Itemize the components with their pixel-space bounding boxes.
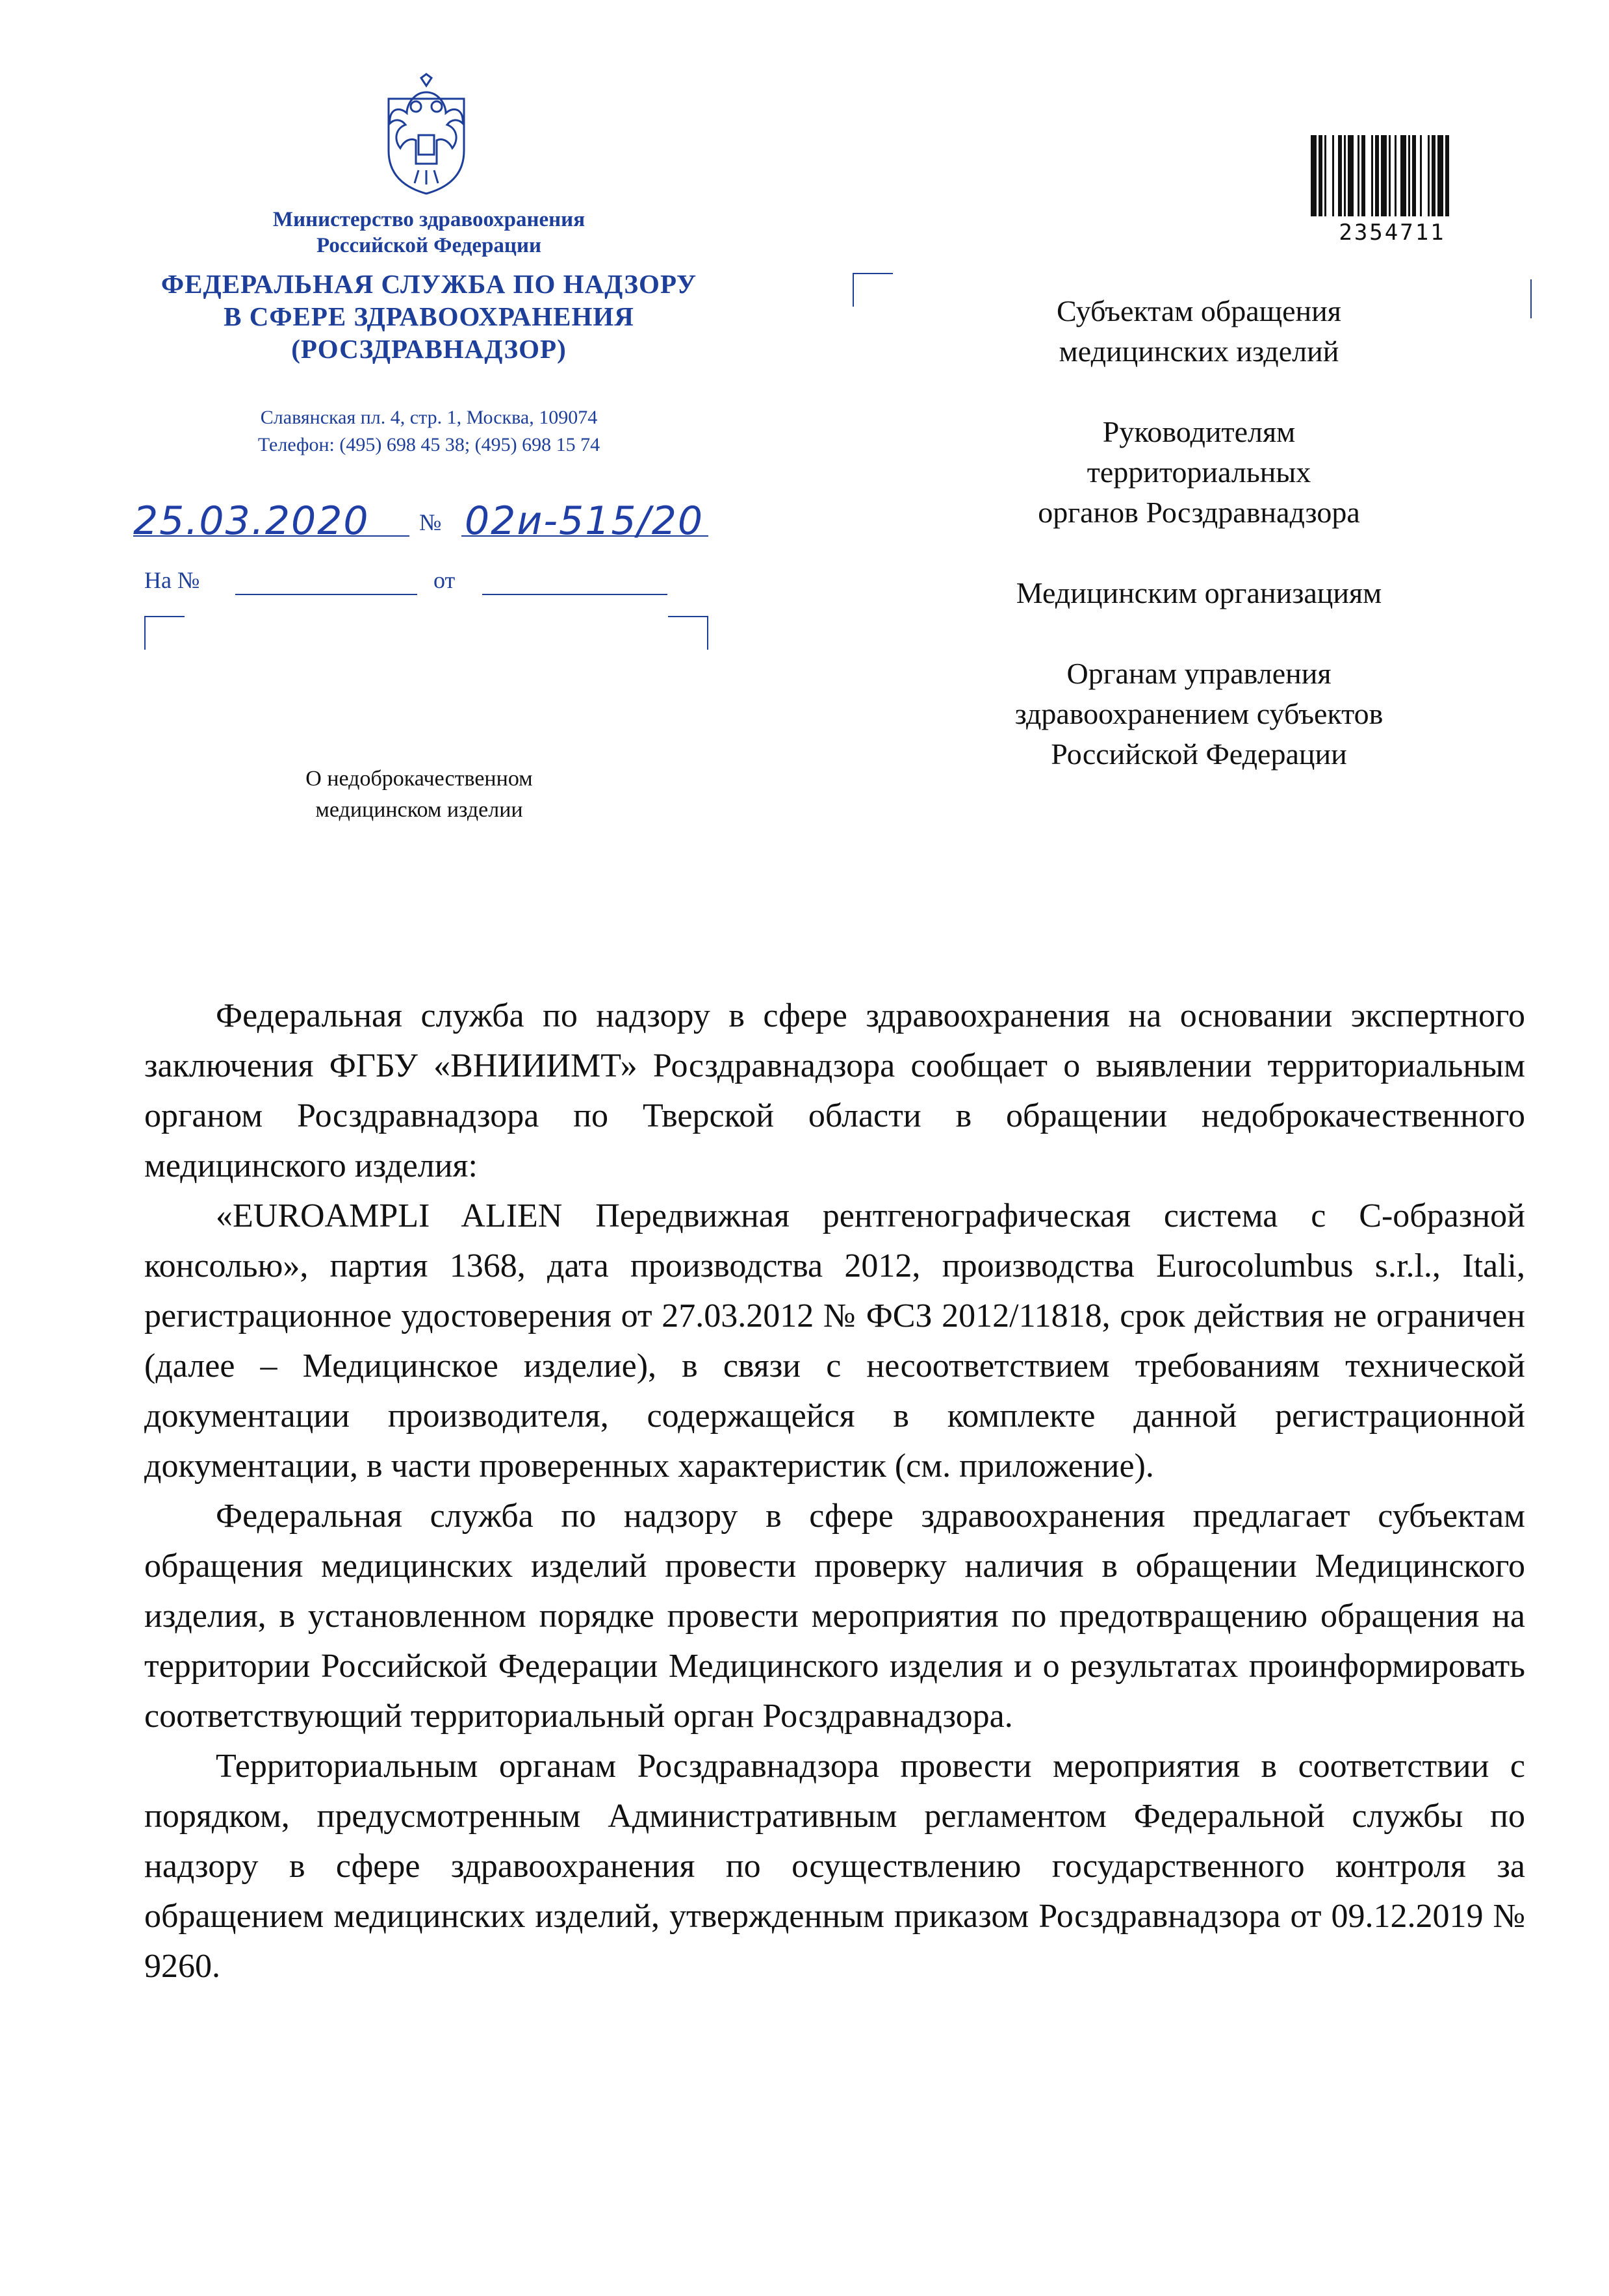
recipient-line: Органам управления bbox=[1066, 657, 1332, 690]
barcode-bar bbox=[1361, 135, 1365, 216]
recipient-line: органов Росздравнадзора bbox=[1038, 496, 1360, 529]
recipient-line: Медицинским организациям bbox=[1016, 576, 1382, 609]
phone-line: Телефон: (495) 698 45 38; (495) 698 15 74 bbox=[257, 434, 600, 455]
barcode-bar bbox=[1412, 135, 1416, 216]
address-block bbox=[149, 404, 708, 459]
coat-of-arms-icon bbox=[376, 73, 477, 196]
registration-line bbox=[133, 495, 705, 547]
registration-date: 25.03.2020 bbox=[133, 498, 370, 544]
subject-line: О недоброкачественном bbox=[305, 767, 533, 791]
barcode-bar bbox=[1437, 135, 1443, 216]
barcode-bar bbox=[1445, 135, 1449, 216]
recipient-line: Руководителям bbox=[1102, 415, 1296, 448]
body-paragraph: «EUROAMPLI ALIEN Передвижная рентгенографическая система с С-образной консолью», партия 1368, дата производства 2012, производства Eurocolumbus s.r.l., Itali, регистрационное удостоверения от 27.03.2012 № ФСЗ 2012/11818, срок действия не ограничен (далее – Медицинское изделие), в связи с несоответствием требованиям технической документации производителя, содержащейся в комплекте данной регистрационной документации, в части проверенных характеристик (см. приложение). bbox=[144, 1197, 1525, 1485]
body-paragraph: Территориальным органам Росздравнадзора провести мероприятия в соответствии с порядком, предусмотренным Административным регламентом Федеральной службы по надзору в сфере здравоохранения по осуществлению государственного контроля за обращением медицинских изделий, утвержденным приказом Росздравнадзора от 09.12.2019 № 9260. bbox=[144, 1748, 1525, 1985]
service-line: ФЕДЕРАЛЬНАЯ СЛУЖБА ПО НАДЗОРУ bbox=[161, 269, 697, 299]
recipient-corner-right bbox=[1530, 279, 1532, 318]
barcode-bar bbox=[1428, 135, 1430, 216]
barcode-bar bbox=[1311, 135, 1317, 216]
recipient-group bbox=[897, 573, 1501, 613]
barcode-bar bbox=[1338, 135, 1342, 216]
barcode-bar bbox=[1371, 135, 1373, 216]
subject-corner-right bbox=[668, 616, 708, 650]
barcode-bar bbox=[1395, 135, 1397, 216]
recipient-line: Субъектам обращения bbox=[1057, 294, 1341, 327]
barcode-bar bbox=[1344, 135, 1346, 216]
recipient-group bbox=[897, 654, 1501, 774]
barcode-number: 2354711 bbox=[1339, 220, 1446, 246]
barcode-bar bbox=[1348, 135, 1354, 216]
barcode bbox=[1311, 135, 1473, 216]
reference-label: На № bbox=[144, 567, 200, 593]
recipient-group bbox=[897, 412, 1501, 533]
date-underline bbox=[133, 535, 409, 537]
barcode-bar bbox=[1389, 135, 1391, 216]
barcode-bar bbox=[1432, 135, 1435, 216]
recipient-line: здравоохранением субъектов bbox=[1014, 697, 1384, 730]
barcode-bar bbox=[1400, 135, 1406, 216]
ministry-line: Российской Федерации bbox=[316, 234, 541, 257]
reference-from-label: от bbox=[433, 567, 456, 593]
barcode-bar bbox=[1319, 135, 1322, 216]
ministry-line: Министерство здравоохранения bbox=[272, 208, 586, 231]
barcode-bar bbox=[1332, 135, 1334, 216]
address-line: Славянская пл. 4, стр. 1, Москва, 109074 bbox=[260, 407, 598, 428]
barcode-bar bbox=[1324, 135, 1326, 216]
letter-subject bbox=[224, 763, 614, 826]
barcode-bar bbox=[1381, 135, 1387, 216]
reference-date-blank bbox=[482, 594, 667, 595]
reference-line bbox=[144, 564, 716, 603]
recipient-line: Российской Федерации bbox=[1051, 737, 1347, 771]
service-line: (РОСЗДРАВНАДЗОР) bbox=[291, 334, 567, 364]
reference-number-blank bbox=[235, 594, 417, 595]
barcode-bar bbox=[1375, 135, 1379, 216]
letter-body bbox=[144, 991, 1525, 1991]
barcode-bar bbox=[1408, 135, 1410, 216]
body-paragraph: Федеральная служба по надзору в сфере здравоохранения предлагает субъектам обращения медицинских изделий провести проверку наличия в обращении Медицинского изделия, в установленном порядке провести мероприятия по предотвращению обращения на территории Российской Федерации Медицинского изделия и о результатах проинформировать соответствующий территориальный орган Росздравнадзора. bbox=[144, 1498, 1525, 1735]
recipient-line: территориальных bbox=[1087, 455, 1311, 489]
service-name bbox=[117, 268, 741, 365]
recipient-corner-left bbox=[853, 273, 893, 307]
recipient-group bbox=[897, 291, 1501, 372]
recipient-line: медицинских изделий bbox=[1059, 335, 1339, 368]
subject-corner-left bbox=[144, 616, 185, 650]
registration-number: 02и-515/20 bbox=[465, 498, 704, 544]
subject-line: медицинском изделии bbox=[315, 798, 523, 822]
ministry-name bbox=[162, 207, 695, 259]
number-sign: № bbox=[419, 509, 442, 535]
barcode-bar bbox=[1420, 135, 1422, 216]
number-underline bbox=[461, 535, 708, 537]
service-line: В СФЕРЕ ЗДРАВООХРАНЕНИЯ bbox=[224, 301, 634, 331]
recipients-block bbox=[897, 291, 1501, 815]
body-paragraph: Федеральная служба по надзору в сфере здравоохранения на основании экспертного заключения ФГБУ «ВНИИИМТ» Росздравнадзора сообщает о выявлении территориальным органом Росздравнадзора по Тверской области в обращении недоброкачественного медицинского изделия: bbox=[144, 997, 1525, 1184]
barcode-bar bbox=[1358, 135, 1359, 216]
